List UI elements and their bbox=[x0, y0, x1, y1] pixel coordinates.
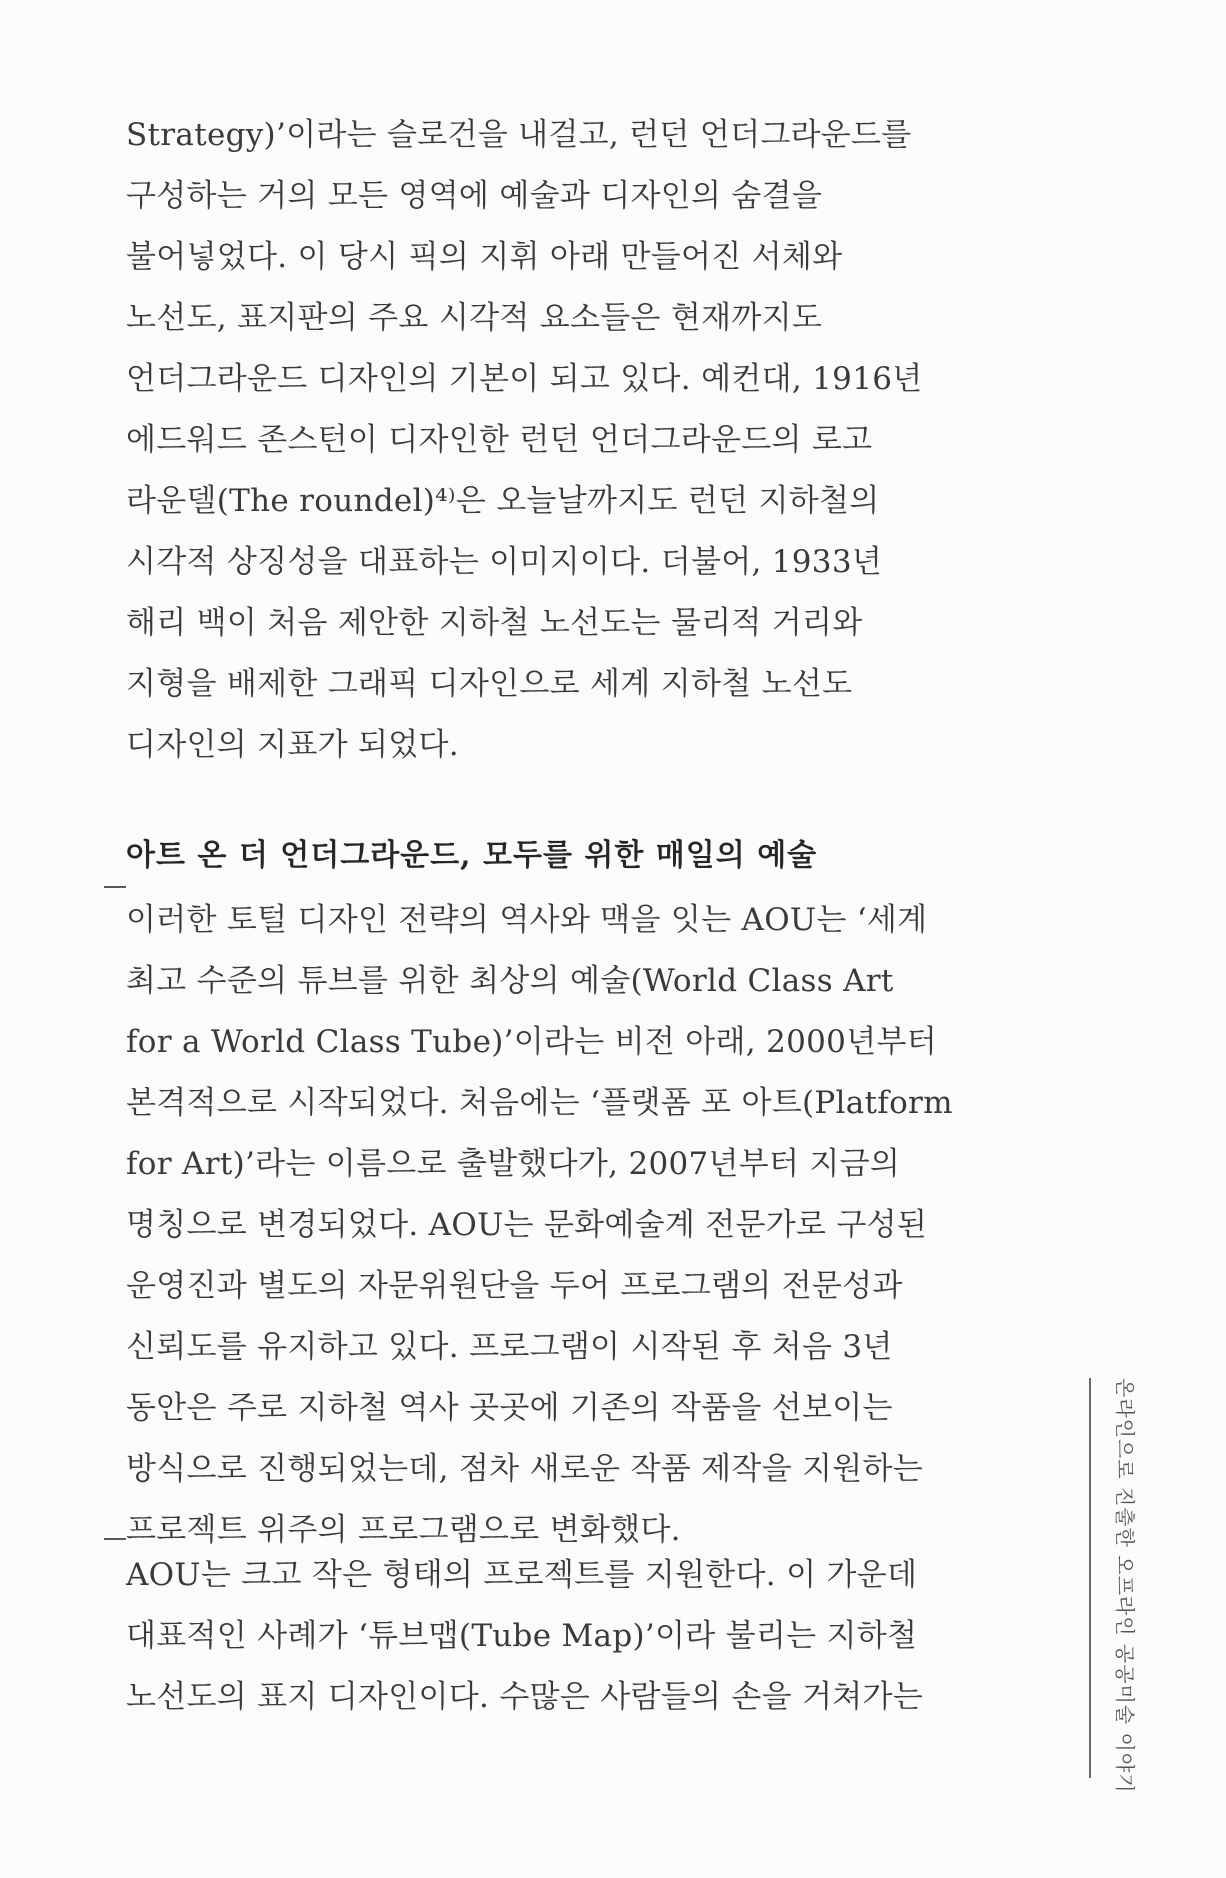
text-line: for a World Class Tube)’이라는 비전 아래, 2000년부터 bbox=[126, 1024, 937, 1060]
section-heading: 아트 온 더 언더그라운드, 모두를 위한 매일의 예술 bbox=[126, 838, 818, 873]
text-line: 이러한 토털 디자인 전략의 역사와 맥을 잇는 AOU는 ‘세계 bbox=[126, 902, 928, 938]
text-line: 디자인의 지표가 되었다. bbox=[126, 727, 459, 763]
text-line: 해리 백이 처음 제안한 지하철 노선도는 물리적 거리와 bbox=[126, 605, 863, 641]
text-line: 노선도, 표지판의 주요 시각적 요소들은 현재까지도 bbox=[126, 300, 823, 336]
text-line: 언더그라운드 디자인의 기본이 되고 있다. 예컨대, 1916년 bbox=[126, 361, 923, 397]
running-head-rule bbox=[1089, 1378, 1091, 1778]
running-head: 온라인으로 진출한 오프라인 공공미술 이야기 bbox=[1113, 1378, 1137, 1794]
text-line: 구성하는 거의 모든 영역에 예술과 디자인의 숨결을 bbox=[126, 178, 823, 214]
text-line: 방식으로 진행되었는데, 점차 새로운 작품 제작을 지원하는 bbox=[126, 1451, 923, 1487]
text-line: 프로젝트 위주의 프로그램으로 변화했다. bbox=[126, 1512, 681, 1548]
text-line: 명칭으로 변경되었다. AOU는 문화예술계 전문가로 구성된 bbox=[126, 1207, 928, 1243]
text-line: for Art)’라는 이름으로 출발했다가, 2007년부터 지금의 bbox=[126, 1146, 901, 1182]
text-line: 최고 수준의 튜브를 위한 최상의 예술(World Class Art bbox=[126, 963, 894, 999]
text-line: 노선도의 표지 디자인이다. 수많은 사람들의 손을 거쳐가는 bbox=[126, 1679, 923, 1715]
text-line: AOU는 크고 작은 형태의 프로젝트를 지원한다. 이 가운데 bbox=[126, 1557, 918, 1593]
text-line: 운영진과 별도의 자문위원단을 두어 프로그램의 전문성과 bbox=[126, 1268, 903, 1304]
text-line: 불어넣었다. 이 당시 픽의 지휘 아래 만들어진 서체와 bbox=[126, 239, 843, 275]
body-paragraph-1 bbox=[126, 105, 1026, 776]
text-line: 에드워드 존스턴이 디자인한 런던 언더그라운드의 로고 bbox=[126, 422, 873, 458]
text-line: Strategy)’이라는 슬로건을 내걸고, 런던 언더그라운드를 bbox=[126, 117, 912, 153]
text-line: 시각적 상징성을 대표하는 이미지이다. 더불어, 1933년 bbox=[126, 544, 883, 580]
text-line: 대표적인 사례가 ‘튜브맵(Tube Map)’이라 불리는 지하철 bbox=[126, 1618, 918, 1654]
text-line: 신뢰도를 유지하고 있다. 프로그램이 시작된 후 처음 3년 bbox=[126, 1329, 893, 1365]
text-line: 라운델(The roundel)⁴⁾은 오늘날까지도 런던 지하철의 bbox=[126, 483, 880, 519]
paragraph-marker bbox=[104, 1538, 126, 1540]
text-line: 본격적으로 시작되었다. 처음에는 ‘플랫폼 포 아트(Platform bbox=[126, 1085, 953, 1121]
body-paragraph-2 bbox=[126, 890, 1026, 1561]
text-line: 동안은 주로 지하철 역사 곳곳에 기존의 작품을 선보이는 bbox=[126, 1390, 893, 1426]
text-line: 지형을 배제한 그래픽 디자인으로 세계 지하철 노선도 bbox=[126, 666, 853, 702]
paragraph-marker bbox=[104, 886, 126, 888]
body-paragraph-3 bbox=[126, 1545, 1026, 1728]
